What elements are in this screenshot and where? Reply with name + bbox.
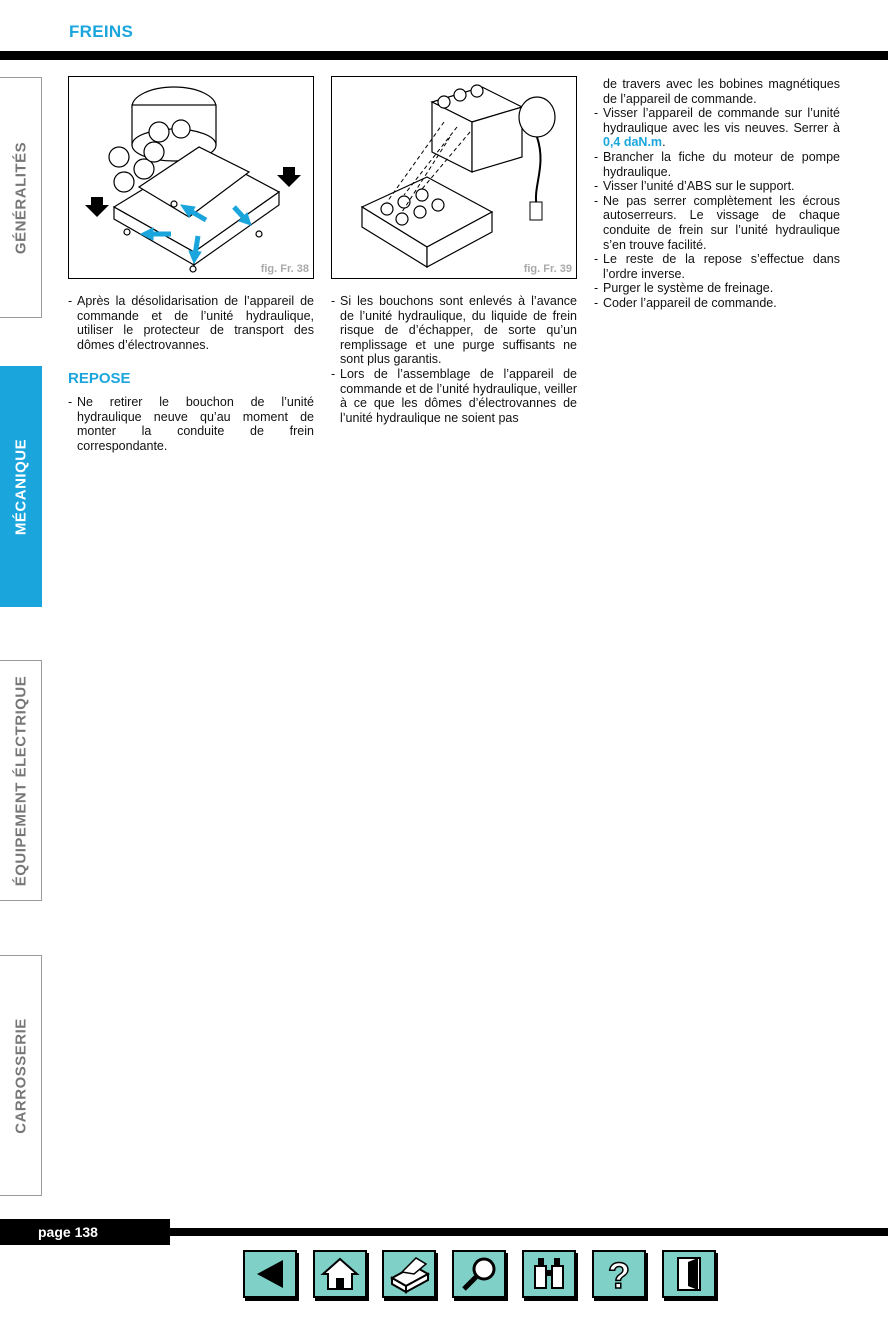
back-arrow-icon [245, 1252, 295, 1296]
tab-carrosserie[interactable] [0, 955, 42, 1196]
back-button[interactable] [243, 1250, 297, 1298]
svg-text:?: ? [608, 1255, 630, 1296]
tab-generalites[interactable] [0, 77, 42, 318]
list-item: - Si les bouchons sont enlevés à l’avance de l’unité hydraulique, du liquide de frein risque de d’échapper, de sorte qu’un remplissage et une purge suffisants ne sont plus garantis. [331, 294, 577, 367]
section-heading-repose: REPOSE [68, 370, 131, 388]
list-item: - Visser l’appareil de commande sur l’unité hydraulique avec les vis neuves. Serrer à 0,4 daN.m. [594, 106, 840, 150]
list-item-continuation: de travers avec les bobines magnétiques de l’appareil de commande. [603, 77, 840, 106]
home-button[interactable] [313, 1250, 367, 1298]
magnifier-icon [454, 1252, 504, 1296]
find-button[interactable] [522, 1250, 576, 1298]
abs-unit-illustration [69, 77, 313, 278]
printer-icon [384, 1252, 434, 1296]
figure-39 [331, 76, 577, 279]
text-column-1 [68, 294, 314, 453]
print-button[interactable] [382, 1250, 436, 1298]
list-item: - Après la désolidarisation de l’appareil de commande et de l’unité hydraulique, utiliser le protecteur de transport des dômes d’électrovannes. [68, 294, 314, 352]
torque-value: 0,4 daN.m [603, 135, 663, 150]
home-icon [315, 1252, 365, 1296]
tab-equipement-electrique[interactable] [0, 660, 42, 901]
tab-label: ÉQUIPEMENT ÉLECTRIQUE [12, 675, 29, 886]
exit-door-icon [664, 1252, 714, 1296]
figure-38 [68, 76, 314, 279]
list-item: - Lors de l’assemblage de l’appareil de commande et de l’unité hydraulique, veiller à ce que les dômes d’électrovannes de l’unité hydraulique ne soient pas [331, 366, 577, 425]
list-item: - Visser l’unité d’ABS sur le support. [594, 179, 795, 194]
page-number: page 138 [38, 1224, 98, 1240]
text-column-3 [594, 77, 840, 311]
exit-button[interactable] [662, 1250, 716, 1298]
bottom-rule [170, 1228, 888, 1236]
search-button[interactable] [452, 1250, 506, 1298]
help-button[interactable] [592, 1250, 646, 1298]
figure-caption: fig. Fr. 39 [523, 263, 572, 275]
text-column-2 [331, 294, 577, 425]
page-number-bar [0, 1219, 170, 1245]
list-item: - Coder l’appareil de commande. [594, 295, 777, 310]
list-item: - Purger le système de freinage. [594, 281, 774, 296]
list-item: - Brancher la fiche du moteur de pompe hydraulique. [594, 149, 840, 179]
binoculars-icon [524, 1252, 574, 1296]
section-title: FREINS [69, 22, 134, 41]
tab-mecanique[interactable] [0, 366, 42, 607]
list-item: - Le reste de la repose s’effectue dans l’ordre inverse. [594, 252, 840, 281]
help-icon [594, 1252, 644, 1296]
top-rule [0, 51, 888, 60]
tab-label: MÉCANIQUE [12, 438, 29, 535]
list-item: - Ne pas serrer complètement les écrous autoserreurs. Le vissage de chaque conduite de frein sur l’unité hydraulique s’en trouve facilité. [594, 193, 840, 252]
tab-label: GÉNÉRALITÉS [12, 141, 29, 254]
abs-assembly-illustration [332, 77, 576, 278]
tab-label: CARROSSERIE [12, 1017, 29, 1134]
figure-caption: fig. Fr. 38 [260, 263, 309, 275]
list-item: - Ne retirer le bouchon de l’unité hydraulique neuve qu’au moment de monter la conduite de frein correspondante. [68, 394, 314, 453]
